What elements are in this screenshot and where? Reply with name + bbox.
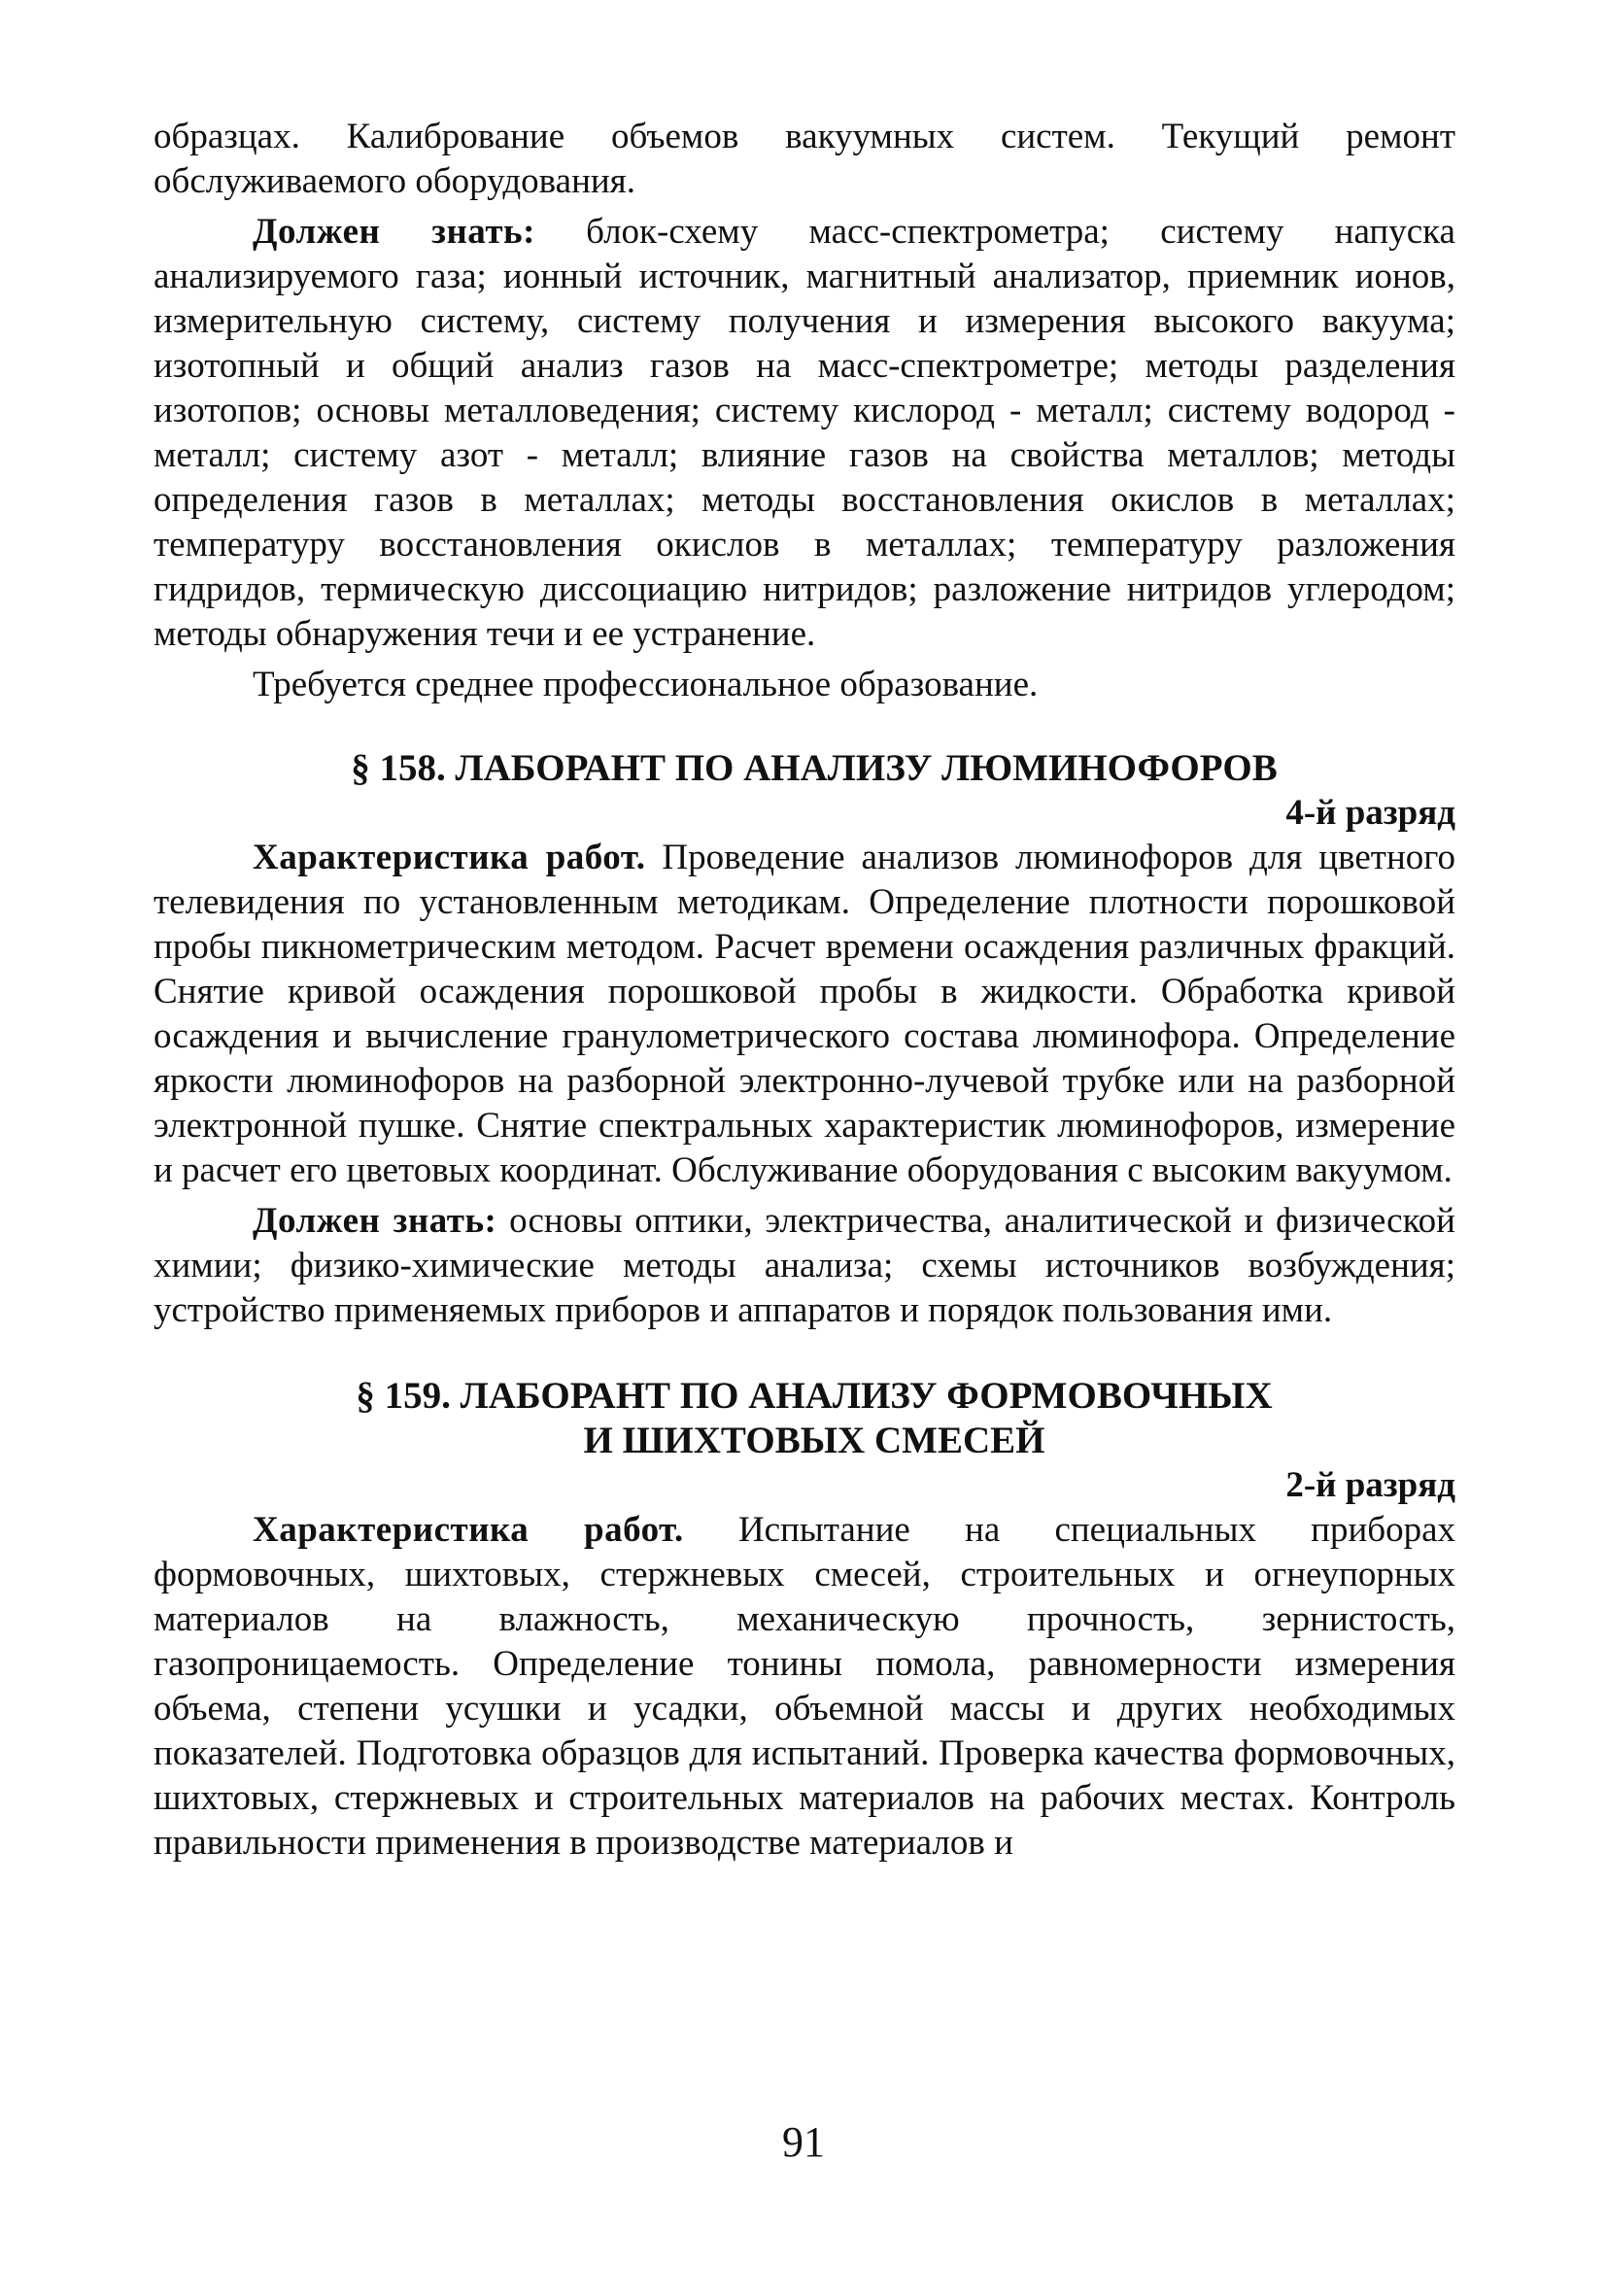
continuation-paragraph [154,115,1455,204]
prev-knowledge-paragraph [154,210,1455,657]
section-159-work-paragraph [154,1508,1455,1866]
section-158-work-paragraph [154,836,1455,1193]
page-text [154,115,1455,1866]
section-159-work-text: Испытание на специальных приборах формовочных, шихтовых, стержневых смесей, строительных и огнеупорных материалов на влажность, механическую прочность, зернистость, газопроницаемость. Определение тонины помола, равномерности измерения объема, степени усушки и усадки, объемной массы и других необходимых показателей. Подготовка образцов для испытаний. Проверка качества формовочных, шихтовых, стержневых и строительных материалов на рабочих местах. Контроль правильности применения в производстве материалов и [154,1510,1455,1863]
spacer [154,707,1455,746]
section-158-knowledge-paragraph [154,1199,1455,1333]
section-158-work-text: Проведение анализов люминофоров для цветного телевидения по установленным методикам. Определение плотности порошковой пробы пикнометрическим методом. Расчет времени осаждения различных фракций. Снятие кривой осаждения порошковой пробы в жидкости. Обработка кривой осаждения и вычисление гранулометрического состава люминофора. Определение яркости люминофоров на разборной электронно-лучевой трубке или на разборной электронной пушке. Снятие спектральных характеристик люминофоров, измерение и расчет его цветовых координат. Обслуживание оборудования с высоким вакуумом. [154,838,1456,1190]
prev-education-paragraph [154,663,1455,707]
spacer [154,1333,1455,1374]
section-158-work-lead: Характеристика работ. [253,838,646,877]
section-158-grade: 4-й разряд [1285,793,1455,833]
prev-knowledge-text: блок-схему масс-спектрометра; систему напуска анализируемого газа; ионный источник, магнитный анализатор, приемник ионов, измерительную систему, систему получения и измерения высокого вакуума; изотопный и общий анализ газов на масс-спектрометре; методы разделения изотопов; основы металловедения; систему кислород - металл; систему водород - металл; систему азот - металл; влияние газов на свойства металлов; методы определения газов в металлах; методы восстановления окислов в металлах; температуру восстановления окислов в металлах; температуру разложения гидридов, термическую диссоциацию нитридов; разложение нитридов углеродом; методы обнаружения течи и ее устранение. [154,212,1455,654]
section-159-title [154,1374,1455,1463]
section-159-title-line1: § 159. ЛАБОРАНТ ПО АНАЛИЗУ ФОРМОВОЧНЫХ [356,1375,1273,1417]
page-number: 91 [782,2118,825,2166]
section-159-work-lead: Характеристика работ. [253,1510,684,1550]
section-158-title: § 158. ЛАБОРАНТ ПО АНАЛИЗУ ЛЮМИНОФОРОВ [351,747,1278,789]
section-159-grade: 2-й разряд [1285,1465,1455,1505]
continuation-text: образцах. Калибрование объемов вакуумных систем. Текущий ремонт обслуживаемого оборудования. [154,117,1455,201]
section-159-title-line2: И ШИХТОВЫХ СМЕСЕЙ [583,1420,1045,1461]
prev-education-text: Требуется среднее профессиональное образование. [253,665,1039,704]
section-158-knowledge-lead: Должен знать: [253,1201,497,1241]
prev-knowledge-lead: Должен знать: [253,212,535,252]
section-158-knowledge-text: основы оптики, электричества, аналитической и физической химии; физико-химические методы анализа; схемы источников возбуждения; устройство применяемых приборов и аппаратов и порядок пользования ими. [154,1201,1455,1330]
